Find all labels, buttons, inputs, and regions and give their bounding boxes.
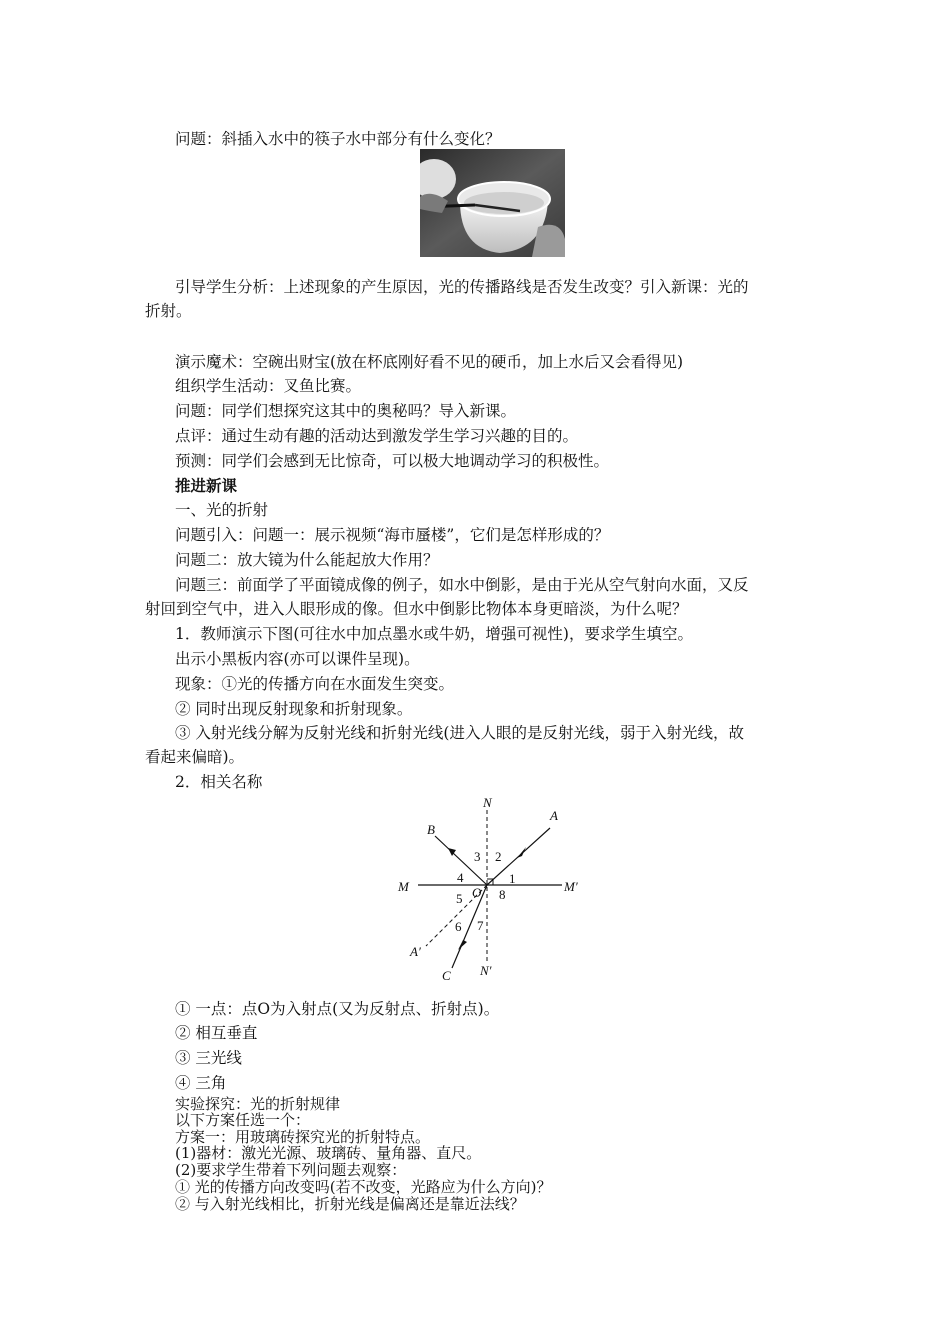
refraction-diagram (390, 790, 600, 985)
step-one: 1．教师演示下图(可往水中加点墨水或牛奶，增强可视性)，要求学生填空。 (175, 625, 693, 643)
magic-demo: 演示魔术：空碗出财宝(放在杯底刚好看不见的硬币，加上水后又会看得见) (175, 353, 684, 371)
equipment: (1)器材：激光光源、玻璃砖、量角器、直尺。 (175, 1144, 482, 1162)
label-O: O (472, 885, 482, 900)
observe-question-2: ② 与入射光线相比，折射光线是偏离还是靠近法线？ (175, 1195, 525, 1213)
label-N: N (483, 795, 492, 810)
choose-plan: 以下方案任选一个： (175, 1111, 311, 1129)
question-intro: 问题引入：问题一：展示视频“海市蜃楼”，它们是怎样形成的？ (175, 526, 610, 544)
angle-4: 4 (457, 870, 464, 885)
prediction: 预测：同学们会感到无比惊奇，可以极大地调动学习的积极性。 (175, 452, 610, 470)
blackboard-note: 出示小黑板内容(亦可以课件呈现)。 (175, 650, 420, 668)
angle-7: 7 (477, 918, 484, 933)
phenomenon-2: ② 同时出现反射现象和折射现象。 (175, 700, 413, 718)
guide-paragraph-line2: 折射。 (145, 302, 192, 320)
experiment-title: 实验探究：光的折射规律 (175, 1095, 341, 1113)
angle-5: 5 (456, 891, 463, 906)
phenomenon-1: 现象：①光的传播方向在水面发生突变。 (175, 675, 455, 693)
activity: 组织学生活动：叉鱼比赛。 (175, 377, 362, 395)
plan-one: 方案一：用玻璃砖探究光的折射特点。 (175, 1128, 431, 1146)
chopsticks-in-water-photo (420, 149, 565, 257)
question-chopsticks: 问题：斜插入水中的筷子水中部分有什么变化？ (175, 130, 501, 148)
label-B: B (427, 822, 435, 837)
question-mystery: 问题：同学们想探究这其中的奥秘吗？导入新课。 (175, 402, 517, 420)
section-title-refraction: 一、光的折射 (175, 501, 269, 519)
angle-2: 2 (495, 849, 502, 864)
term-one-point: ① 一点：点O为入射点(又为反射点、折射点)。 (175, 1000, 500, 1018)
step-two: 2．相关名称 (175, 773, 263, 791)
phenomenon-3-line1: ③ 入射光线分解为反射光线和折射光线(进入人眼的是反射光线，弱于入射光线，故 (175, 724, 744, 742)
label-M: M (398, 879, 409, 894)
angle-6: 6 (455, 919, 462, 934)
comment: 点评：通过生动有趣的活动达到激发学生学习兴趣的目的。 (175, 427, 579, 445)
section-heading-new-lesson: 推进新课 (175, 477, 238, 495)
observe-question-1: ① 光的传播方向改变吗(若不改变，光路应为什么方向)？ (175, 1178, 552, 1196)
phenomenon-3-line2: 看起来偏暗)。 (145, 748, 245, 766)
question-three-line1: 问题三：前面学了平面镜成像的例子，如水中倒影，是由于光从空气射向水面，又反 (175, 576, 749, 594)
label-A-prime: A′ (410, 944, 421, 959)
angle-8: 8 (499, 887, 506, 902)
question-three-line2: 射回到空气中，进入人眼形成的像。但水中倒影比物体本身更暗淡，为什么呢？ (145, 600, 688, 618)
label-N-prime: N′ (480, 963, 492, 978)
angle-1: 1 (509, 871, 516, 886)
question-two: 问题二：放大镜为什么能起放大作用？ (175, 551, 439, 569)
guide-paragraph-line1: 引导学生分析：上述现象的产生原因，光的传播路线是否发生改变？引入新课：光的 (175, 278, 749, 296)
label-A: A (550, 808, 558, 823)
label-C: C (442, 968, 451, 983)
term-three-rays: ③ 三光线 (175, 1049, 242, 1067)
angle-3: 3 (474, 849, 481, 864)
term-perpendicular: ② 相互垂直 (175, 1024, 258, 1042)
label-M-prime: M′ (564, 879, 578, 894)
observe-requirement: (2)要求学生带着下列问题去观察： (175, 1161, 407, 1179)
term-three-angles: ④ 三角 (175, 1074, 227, 1092)
